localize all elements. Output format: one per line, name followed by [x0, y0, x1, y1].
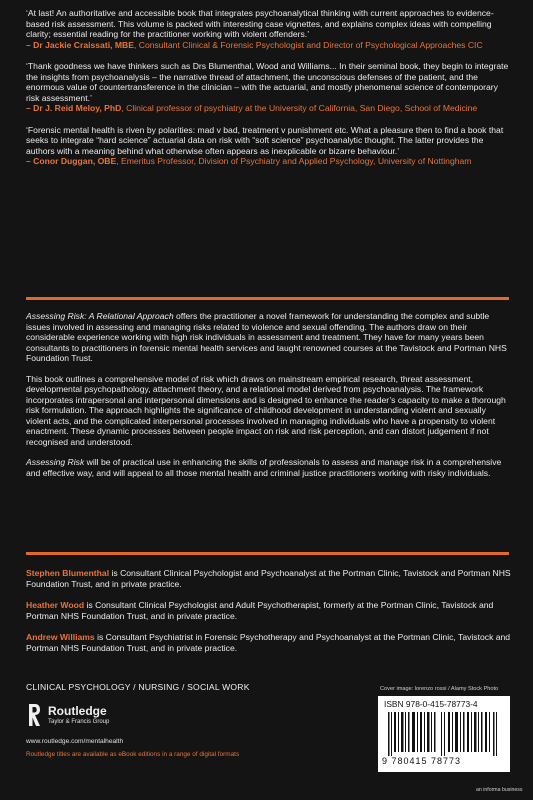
endorsement-2: [26, 61, 511, 114]
author-bio: Andrew Williams is Consultant Psychiatrist in Forensic Psychotherapy and Psychoanalyst at the Portman Clinic, Tavistock and Portman NHS Foundation Trust, and in private practice.: [26, 632, 511, 653]
author-bios: [26, 568, 511, 653]
endorser-name: – Dr J. Reid Meloy, PhD: [26, 103, 122, 113]
endorsement-quote: ‘Thank goodness we have thinkers such as Drs Blumenthal, Wood and Williams... In their seminal book, they begin to integrate the insights from psychoanalysis – the narrative thread of attachment, the unconscious defenses of the patient, and the enormous value of countertransference in the clinician – with the actuarial, and mostly phenomenal science of contemporary risk assessment.’: [26, 61, 509, 103]
publisher-name: Routledge: [48, 703, 107, 718]
endorsement-attribution: [26, 40, 511, 51]
endorsement-3: [26, 125, 511, 167]
endorser-name: – Dr Jackie Craissati, MBE: [26, 39, 134, 50]
ebook-note: Routledge titles are available as eBook editions in a range of digital formats: [26, 751, 240, 758]
subject-categories: CLINICAL PSYCHOLOGY / NURSING / SOCIAL WORK: [26, 682, 250, 692]
cover-credit: Cover image: lorenzo rossi / Alamy Stock Photo: [380, 686, 499, 692]
endorsement-quote: ‘Forensic mental health is riven by polarities: mad v bad, treatment v punishment etc. What a pleasure then to find a book that seeks to integrate “hard science” actuarial data on risk with “soft science” psychoanalytic thought. The latter provides the authors with a meaning behind what otherwise often appears as inexplicable or bizarre behaviour.’: [26, 124, 504, 156]
description-paragraph: This book outlines a comprehensive model of risk which draws on mainstream empirical research, threat assessment, developmental psychopathology, attachment theory, and a relational model derived from psychoanalysis. The framework incorporates intrapersonal and interpersonal dimensions and is designed to enhance the reader’s capacity to make a thorough risk formulation. The approach highlights the significance of childhood development in understanding violent and sexually violent acts, and the complicated interpersonal processes involved in managing individuals who have a propensity to violent enactment. These dynamic processes between people impact on risk and risk perception, and can distort judgement if not recognised and understood.: [26, 373, 506, 447]
endorsements-section: [26, 8, 511, 167]
book-title: Assessing Risk: A Relational Approach: [26, 311, 174, 321]
endorsement-attribution: [26, 103, 511, 114]
barcode-digits: 9 780415 78773: [382, 756, 462, 766]
endorsement-1: [26, 8, 511, 50]
informa-note: an informa business: [476, 787, 523, 793]
endorser-affiliation: , Clinical professor of psychiatry at the University of California, San Diego, School of Medicine: [121, 103, 478, 113]
routledge-r-icon: [26, 702, 42, 728]
description-paragraph: Assessing Risk will be of practical use in enhancing the skills of professionals to assess and manage risk in a comprehensive and effective way, and will appeal to all those mental health and criminal justice practitioners working with risky individuals.: [26, 457, 502, 478]
section-divider: [26, 297, 509, 300]
barcode-panel: [378, 696, 510, 772]
author-name: Heather Wood: [26, 600, 85, 610]
author-name: Stephen Blumenthal: [26, 568, 110, 578]
isbn-label: ISBN 978-0-415-78773-4: [384, 699, 478, 709]
author-name: Andrew Williams: [26, 632, 95, 642]
author-bio: Stephen Blumenthal is Consultant Clinical Psychologist and Psychoanalyst at the Portman Clinic, Tavistock and Portman NHS Foundation Trust, and in private practice.: [26, 568, 511, 589]
publisher-url[interactable]: www.routledge.com/mentalhealth: [26, 738, 124, 745]
publisher-footer: [26, 682, 250, 758]
description-paragraph: Assessing Risk: A Relational Approach offers the practitioner a novel framework for understanding the complex and subtle issues involved in assessing and managing risks related to violence and sexual offending. The authors draw on their considerable experience working with high risk individuals in assessment and treatment. They have for many years been consultants to practitioners in forensic mental health services and taught renowned courses at the Tavistock and Portman NHS Foundation Trust.: [26, 311, 507, 363]
author-bio: Heather Wood is Consultant Clinical Psychologist and Adult Psychotherapist, formerly at the Portman Clinic, Tavistock and Portman NHS Foundation Trust, and in private practice.: [26, 600, 494, 621]
endorser-name: – Conor Duggan, OBE: [26, 156, 117, 166]
book-title: Assessing Risk: [26, 457, 85, 467]
routledge-logo: [26, 702, 250, 728]
section-divider: [26, 552, 509, 555]
publisher-group: Taylor & Francis Group: [48, 718, 110, 725]
endorser-affiliation: , Emeritus Professor, Division of Psychiatry and Applied Psychology, University of Nottingham: [116, 156, 472, 166]
endorsement-quote: ‘At last! An authoritative and accessible book that integrates psychoanalytical thinking with current approaches to evidence-based risk assessment. This volume is packed with interesting case vignettes, and explains complex ideas with compelling clarity; essential reading for the practitioner working with violent offenders.’: [26, 8, 494, 39]
endorser-affiliation: , Consultant Clinical & Forensic Psychologist and Director of Psychological Approaches CIC: [133, 39, 483, 50]
endorsement-attribution: [26, 156, 511, 167]
barcode-icon: [386, 712, 502, 756]
description-section: [26, 311, 511, 478]
